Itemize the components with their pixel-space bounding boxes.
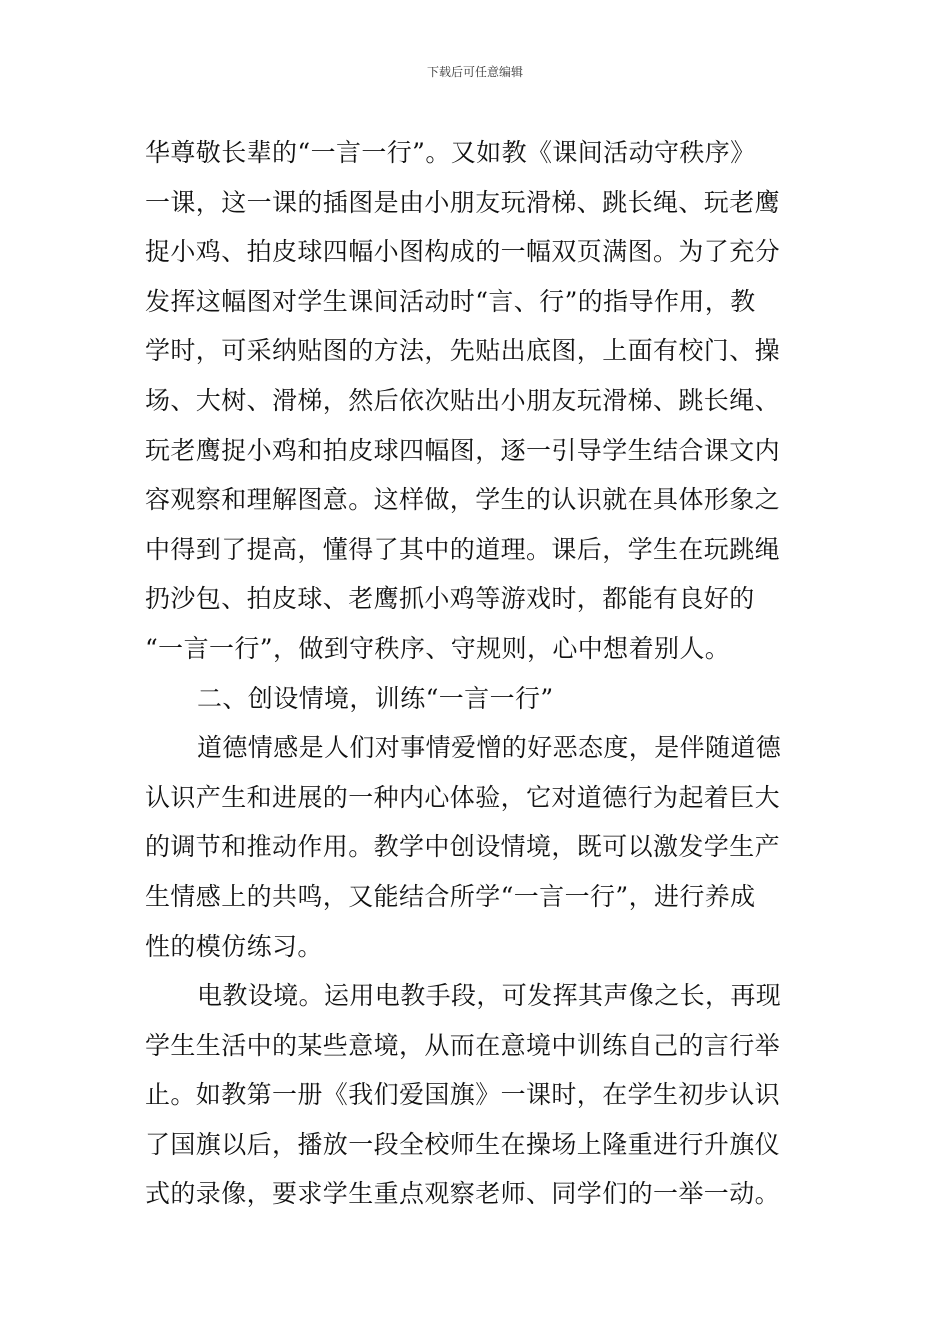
text-line: “一言一行”，做到守秩序、守规则，心中想着别人。 — [145, 633, 731, 663]
page-header: 下载后可任意编辑 — [426, 65, 523, 79]
text-line: 的调节和推动作用。教学中创设情境，既可以激发学生产 — [145, 832, 781, 862]
text-line: 认识产生和进展的一种内心体验，它对道德行为起着巨大 — [145, 782, 781, 812]
text-line: 一课，这一课的插图是由小朋友玩滑梯、跳长绳、玩老鹰 — [145, 187, 781, 217]
text-line: 电教设境。运用电教手段，可发挥其声像之长，再现 — [197, 981, 782, 1011]
text-line: 性的模仿练习。 — [145, 931, 323, 961]
text-line: 学时，可采纳贴图的方法，先贴出底图，上面有校门、操 — [145, 336, 781, 366]
body-text — [145, 128, 810, 1219]
text-line: 生情感上的共鸣，又能结合所学“一言一行”，进行养成 — [145, 881, 756, 911]
text-line: 道德情感是人们对事情爱憎的好恶态度，是伴随道德 — [197, 733, 782, 763]
text-line: 学生生活中的某些意境，从而在意境中训练自己的言行举 — [145, 1030, 781, 1060]
text-line: 发挥这幅图对学生课间活动时“言、行”的指导作用，教 — [145, 286, 756, 316]
text-line: 容观察和理解图意。这样做，学生的认识就在具体形象之 — [145, 485, 781, 515]
text-line: 华尊敬长辈的“一言一行”。又如教《课间活动守秩序》 — [145, 138, 756, 167]
text-line: 场、大树、滑梯，然后依次贴出小朋友玩滑梯、跳长绳、 — [145, 385, 781, 415]
text-line: 中得到了提高，懂得了其中的道理。课后，学生在玩跳绳 — [145, 534, 781, 564]
text-line: 二、创设情境，训练“一言一行” — [197, 683, 554, 713]
text-line: 扔沙包、拍皮球、老鹰抓小鸡等游戏时，都能有良好的 — [145, 584, 755, 614]
text-line: 了国旗以后，播放一段全校师生在操场上隆重进行升旗仪 — [145, 1129, 781, 1159]
text-line: 式的录像，要求学生重点观察老师、同学们的一举一动。 — [145, 1179, 781, 1209]
text-line: 玩老鹰捉小鸡和拍皮球四幅图，逐一引导学生结合课文内 — [145, 435, 781, 465]
text-line: 止。如教第一册《我们爱国旗》一课时，在学生初步认识 — [145, 1080, 781, 1110]
text-line: 捉小鸡、拍皮球四幅小图构成的一幅双页满图。为了充分 — [145, 237, 781, 267]
